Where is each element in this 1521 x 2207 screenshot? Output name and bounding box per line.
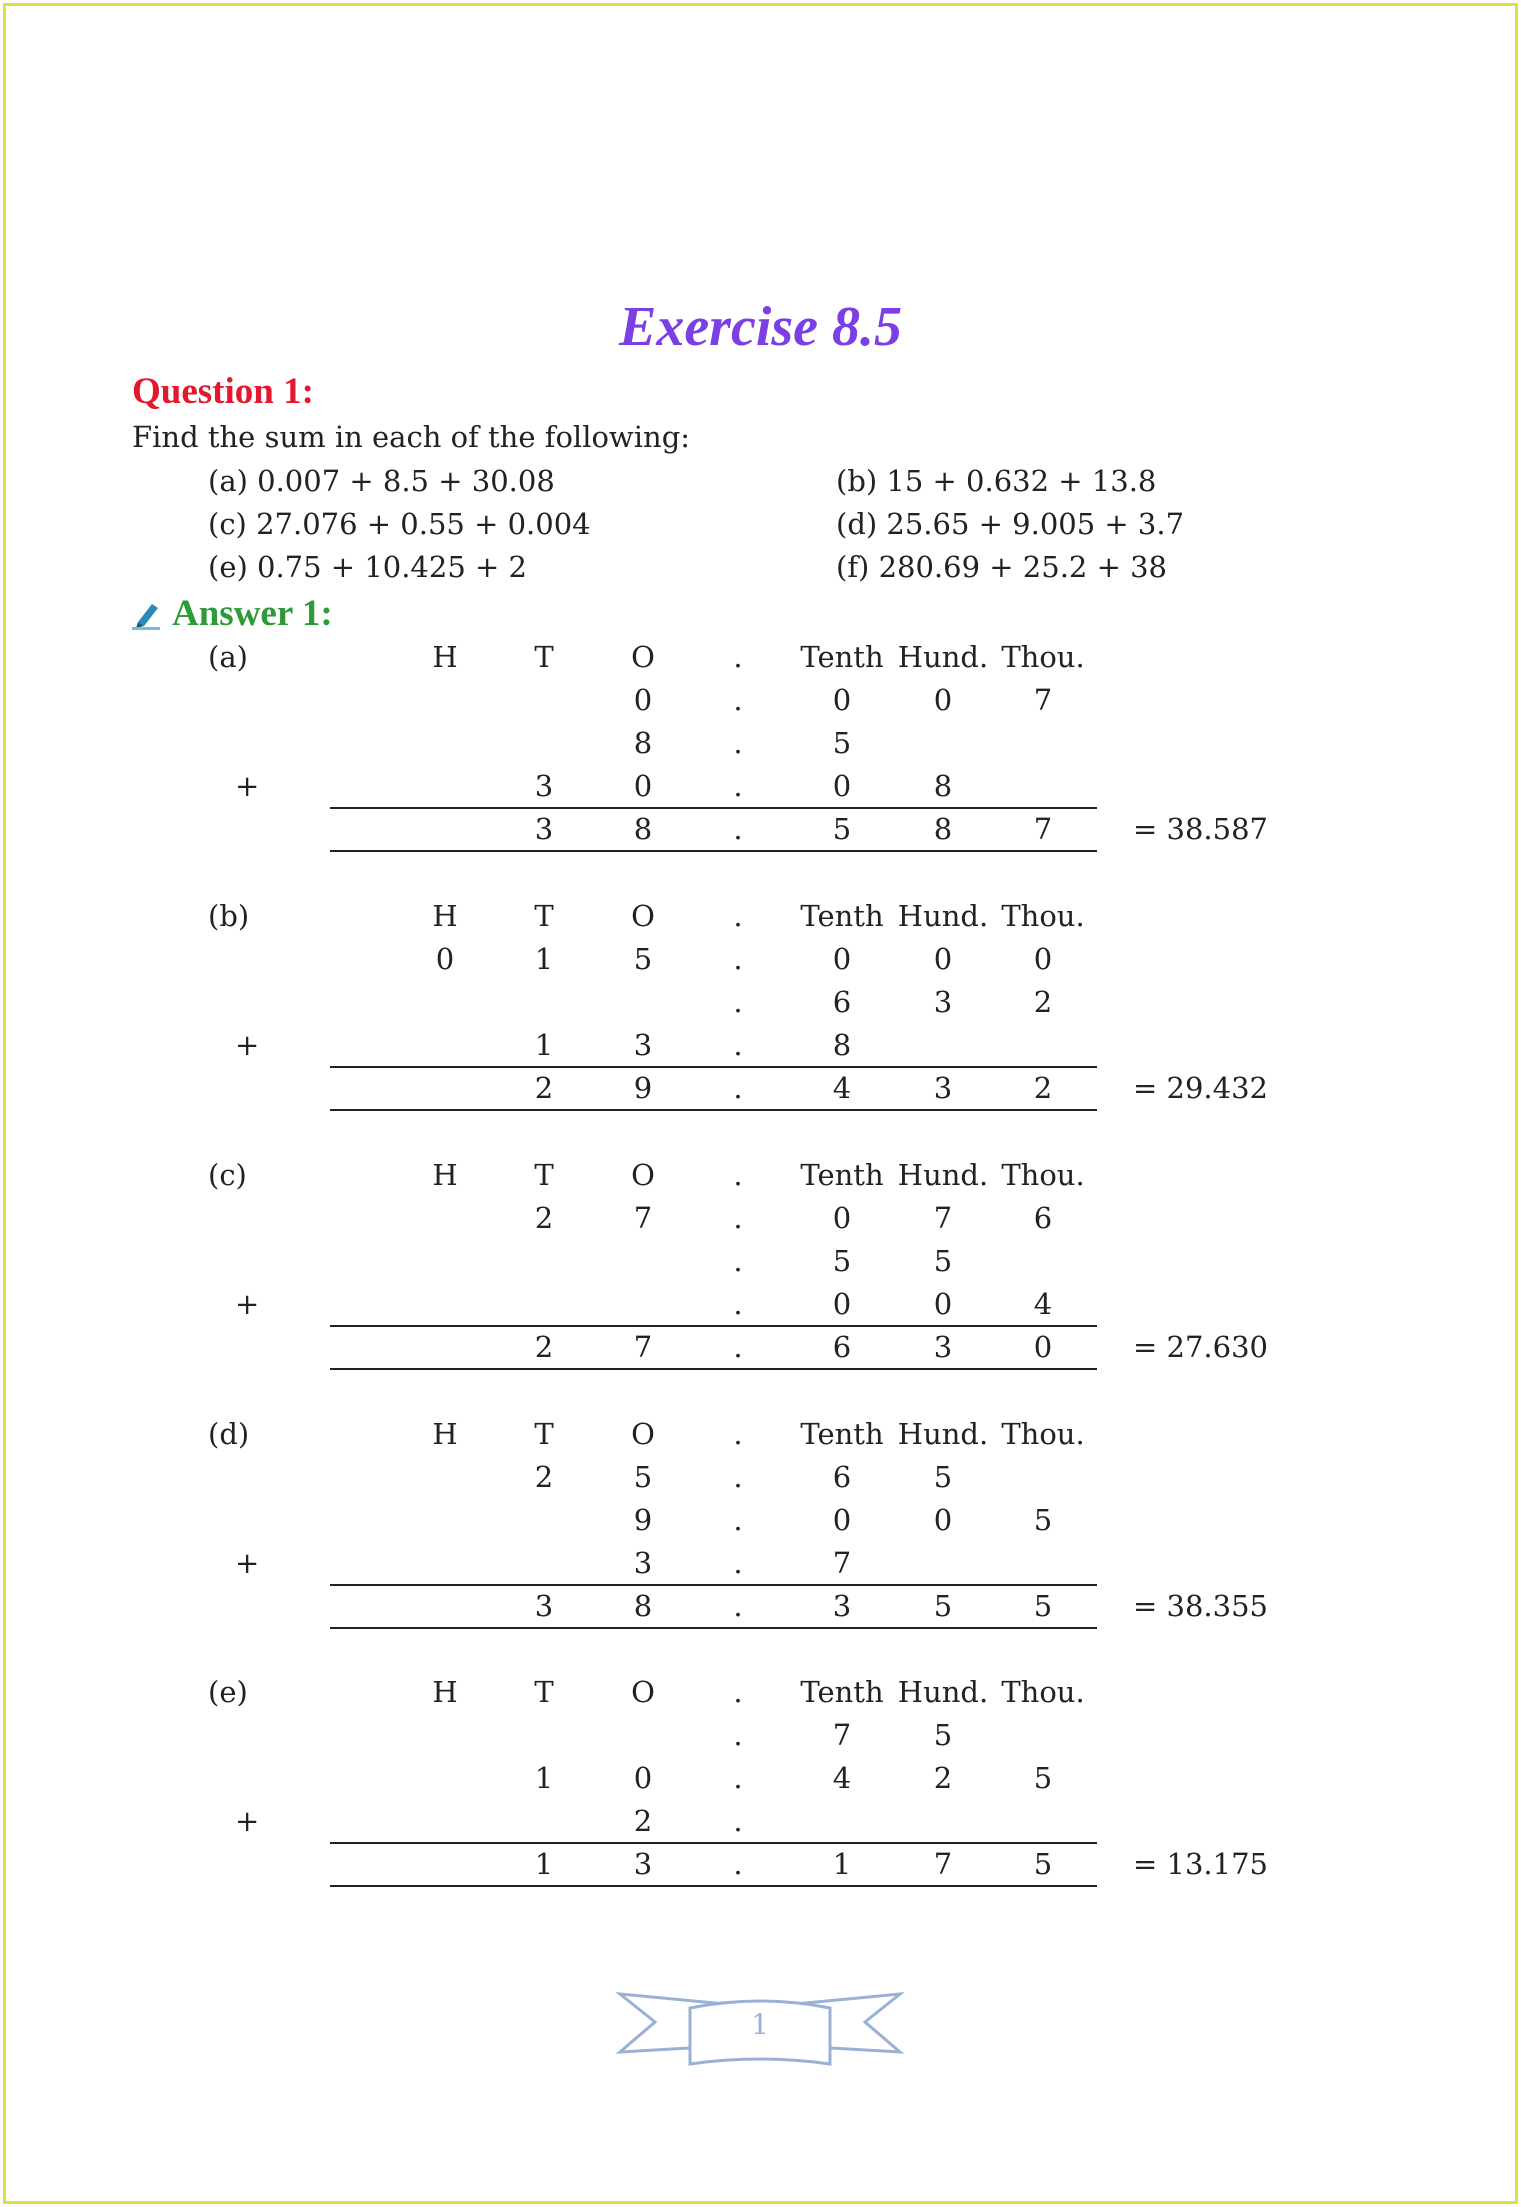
- sum-line-top: [330, 807, 1097, 809]
- digit-cell: 2: [933, 1761, 953, 1795]
- digit-cell: 3: [933, 985, 953, 1019]
- digit-cell: 5: [633, 1460, 653, 1494]
- sum-digit-cell: 3: [534, 1589, 554, 1623]
- place-value-header: Hund.: [897, 640, 989, 674]
- digit-cell: 1: [534, 942, 554, 976]
- sum-result: = 38.355: [1133, 1589, 1268, 1623]
- digit-cell: 5: [633, 942, 653, 976]
- sum-line-bottom: [330, 850, 1097, 852]
- digit-cell: 2: [1033, 985, 1053, 1019]
- sum-result: = 27.630: [1133, 1330, 1268, 1364]
- sum-digit-cell: 7: [933, 1847, 953, 1881]
- digit-cell: 0: [832, 769, 852, 803]
- sum-line-bottom: [330, 1109, 1097, 1111]
- place-value-header: T: [534, 640, 554, 674]
- sum-digit-cell: 5: [832, 812, 852, 846]
- answer-problem-4: [0, 1675, 1521, 1935]
- answer-heading: Answer 1:: [172, 593, 333, 634]
- place-value-header: H: [432, 1675, 458, 1709]
- sum-digit-cell: 7: [1033, 812, 1053, 846]
- digit-cell: .: [733, 726, 743, 760]
- page-number: 1: [751, 2008, 769, 2041]
- digit-cell: 5: [832, 726, 852, 760]
- sum-digit-cell: 4: [832, 1071, 852, 1105]
- digit-cell: 8: [832, 1028, 852, 1062]
- digit-cell: 0: [933, 1503, 953, 1537]
- answer-problem-2: [0, 1158, 1521, 1418]
- digit-cell: 7: [1033, 683, 1053, 717]
- sum-digit-cell: 3: [933, 1330, 953, 1364]
- digit-cell: 6: [832, 1460, 852, 1494]
- place-value-header: O: [631, 640, 655, 674]
- place-value-header: H: [432, 1417, 458, 1451]
- sum-digit-cell: 7: [633, 1330, 653, 1364]
- sum-line-top: [330, 1584, 1097, 1586]
- sum-line-bottom: [330, 1885, 1097, 1887]
- sum-digit-cell: 3: [933, 1071, 953, 1105]
- question-item-d: (d) 25.65 + 9.005 + 3.7: [836, 507, 1185, 541]
- digit-cell: 2: [633, 1804, 653, 1838]
- digit-cell: 0: [832, 942, 852, 976]
- place-value-header: .: [733, 640, 743, 674]
- sum-digit-cell: .: [733, 1589, 743, 1623]
- sum-digit-cell: 1: [832, 1847, 852, 1881]
- sum-line-bottom: [330, 1368, 1097, 1370]
- digit-cell: 7: [832, 1546, 852, 1580]
- sum-digit-cell: .: [733, 1071, 743, 1105]
- digit-cell: .: [733, 1804, 743, 1838]
- digit-cell: 4: [832, 1761, 852, 1795]
- digit-cell: 1: [534, 1028, 554, 1062]
- question-item-c: (c) 27.076 + 0.55 + 0.004: [208, 507, 591, 541]
- digit-cell: 0: [832, 1287, 852, 1321]
- digit-cell: 0: [633, 1761, 653, 1795]
- plus-sign: +: [235, 769, 260, 803]
- plus-sign: +: [235, 1287, 260, 1321]
- sum-digit-cell: 5: [1033, 1847, 1053, 1881]
- digit-cell: 5: [933, 1244, 953, 1278]
- problem-label: (a): [208, 640, 248, 674]
- digit-cell: 0: [633, 769, 653, 803]
- digit-cell: 0: [1033, 942, 1053, 976]
- digit-cell: 5: [1033, 1761, 1053, 1795]
- digit-cell: 0: [633, 683, 653, 717]
- sum-digit-cell: 6: [832, 1330, 852, 1364]
- digit-cell: .: [733, 1546, 743, 1580]
- place-value-header: Hund.: [897, 899, 989, 933]
- place-value-header: O: [631, 1675, 655, 1709]
- digit-cell: .: [733, 1761, 743, 1795]
- sum-digit-cell: 2: [534, 1071, 554, 1105]
- problem-label: (c): [208, 1158, 247, 1192]
- digit-cell: 3: [534, 769, 554, 803]
- digit-cell: .: [733, 985, 743, 1019]
- answer-problem-1: [0, 899, 1521, 1159]
- place-value-header: T: [534, 899, 554, 933]
- place-value-header: .: [733, 1158, 743, 1192]
- sum-digit-cell: 8: [633, 1589, 653, 1623]
- sum-digit-cell: 9: [633, 1071, 653, 1105]
- place-value-header: Thou.: [1001, 1417, 1085, 1451]
- sum-digit-cell: 3: [534, 812, 554, 846]
- digit-cell: 5: [1033, 1503, 1053, 1537]
- digit-cell: .: [733, 769, 743, 803]
- sum-digit-cell: 0: [1033, 1330, 1053, 1364]
- digit-cell: 5: [832, 1244, 852, 1278]
- sum-line-top: [330, 1066, 1097, 1068]
- plus-sign: +: [235, 1028, 260, 1062]
- place-value-header: Tenth: [800, 1675, 884, 1709]
- plus-sign: +: [235, 1804, 260, 1838]
- digit-cell: 0: [832, 1201, 852, 1235]
- place-value-header: T: [534, 1417, 554, 1451]
- digit-cell: 3: [633, 1028, 653, 1062]
- sum-digit-cell: 3: [633, 1847, 653, 1881]
- answer-problem-3: [0, 1417, 1521, 1677]
- sum-digit-cell: .: [733, 1847, 743, 1881]
- digit-cell: 2: [534, 1460, 554, 1494]
- place-value-header: Hund.: [897, 1417, 989, 1451]
- digit-cell: 6: [1033, 1201, 1053, 1235]
- digit-cell: 2: [534, 1201, 554, 1235]
- digit-cell: .: [733, 1201, 743, 1235]
- digit-cell: 0: [933, 683, 953, 717]
- sum-line-bottom: [330, 1627, 1097, 1629]
- place-value-header: T: [534, 1675, 554, 1709]
- digit-cell: .: [733, 1287, 743, 1321]
- place-value-header: Thou.: [1001, 899, 1085, 933]
- sum-digit-cell: .: [733, 812, 743, 846]
- place-value-header: Tenth: [800, 899, 884, 933]
- sum-result: = 13.175: [1133, 1847, 1268, 1881]
- digit-cell: 5: [933, 1460, 953, 1494]
- place-value-header: Tenth: [800, 1158, 884, 1192]
- place-value-header: H: [432, 1158, 458, 1192]
- sum-digit-cell: 5: [1033, 1589, 1053, 1623]
- question-prompt: Find the sum in each of the following:: [132, 420, 691, 454]
- place-value-header: H: [432, 640, 458, 674]
- answer-pencil-icon: [132, 600, 160, 630]
- digit-cell: .: [733, 1503, 743, 1537]
- digit-cell: 0: [933, 942, 953, 976]
- problem-label: (d): [208, 1417, 250, 1451]
- place-value-header: O: [631, 1158, 655, 1192]
- digit-cell: 5: [933, 1718, 953, 1752]
- plus-sign: +: [235, 1546, 260, 1580]
- problem-label: (b): [208, 899, 250, 933]
- place-value-header: Hund.: [897, 1675, 989, 1709]
- sum-digit-cell: 8: [633, 812, 653, 846]
- question-item-e: (e) 0.75 + 10.425 + 2: [208, 550, 527, 584]
- digit-cell: 0: [435, 942, 455, 976]
- digit-cell: 7: [933, 1201, 953, 1235]
- sum-digit-cell: 2: [534, 1330, 554, 1364]
- sum-line-top: [330, 1842, 1097, 1844]
- digit-cell: 0: [832, 1503, 852, 1537]
- digit-cell: .: [733, 1244, 743, 1278]
- place-value-header: Thou.: [1001, 1158, 1085, 1192]
- digit-cell: 0: [933, 1287, 953, 1321]
- place-value-header: Tenth: [800, 1417, 884, 1451]
- sum-result: = 38.587: [1133, 812, 1268, 846]
- digit-cell: 8: [633, 726, 653, 760]
- place-value-header: .: [733, 899, 743, 933]
- digit-cell: 3: [633, 1546, 653, 1580]
- sum-digit-cell: 3: [832, 1589, 852, 1623]
- digit-cell: 6: [832, 985, 852, 1019]
- place-value-header: Thou.: [1001, 640, 1085, 674]
- digit-cell: .: [733, 942, 743, 976]
- digit-cell: 7: [633, 1201, 653, 1235]
- digit-cell: 7: [832, 1718, 852, 1752]
- place-value-header: Tenth: [800, 640, 884, 674]
- sum-result: = 29.432: [1133, 1071, 1268, 1105]
- exercise-title: Exercise 8.5: [618, 296, 903, 358]
- digit-cell: 8: [933, 769, 953, 803]
- digit-cell: 0: [832, 683, 852, 717]
- place-value-header: O: [631, 899, 655, 933]
- sum-digit-cell: 2: [1033, 1071, 1053, 1105]
- digit-cell: 9: [633, 1503, 653, 1537]
- question-item-b: (b) 15 + 0.632 + 13.8: [836, 464, 1157, 498]
- problem-label: (e): [208, 1675, 248, 1709]
- question-item-a: (a) 0.007 + 8.5 + 30.08: [208, 464, 555, 498]
- digit-cell: .: [733, 1460, 743, 1494]
- sum-line-top: [330, 1325, 1097, 1327]
- digit-cell: 4: [1033, 1287, 1053, 1321]
- digit-cell: .: [733, 1718, 743, 1752]
- place-value-header: .: [733, 1675, 743, 1709]
- sum-digit-cell: 5: [933, 1589, 953, 1623]
- place-value-header: Thou.: [1001, 1675, 1085, 1709]
- answer-problem-0: [0, 640, 1521, 900]
- digit-cell: 1: [534, 1761, 554, 1795]
- place-value-header: O: [631, 1417, 655, 1451]
- place-value-header: T: [534, 1158, 554, 1192]
- question-item-f: (f) 280.69 + 25.2 + 38: [836, 550, 1167, 584]
- digit-cell: .: [733, 683, 743, 717]
- sum-digit-cell: 1: [534, 1847, 554, 1881]
- place-value-header: Hund.: [897, 1158, 989, 1192]
- sum-digit-cell: 8: [933, 812, 953, 846]
- question-heading: Question 1:: [132, 371, 314, 412]
- place-value-header: H: [432, 899, 458, 933]
- place-value-header: .: [733, 1417, 743, 1451]
- digit-cell: .: [733, 1028, 743, 1062]
- sum-digit-cell: .: [733, 1330, 743, 1364]
